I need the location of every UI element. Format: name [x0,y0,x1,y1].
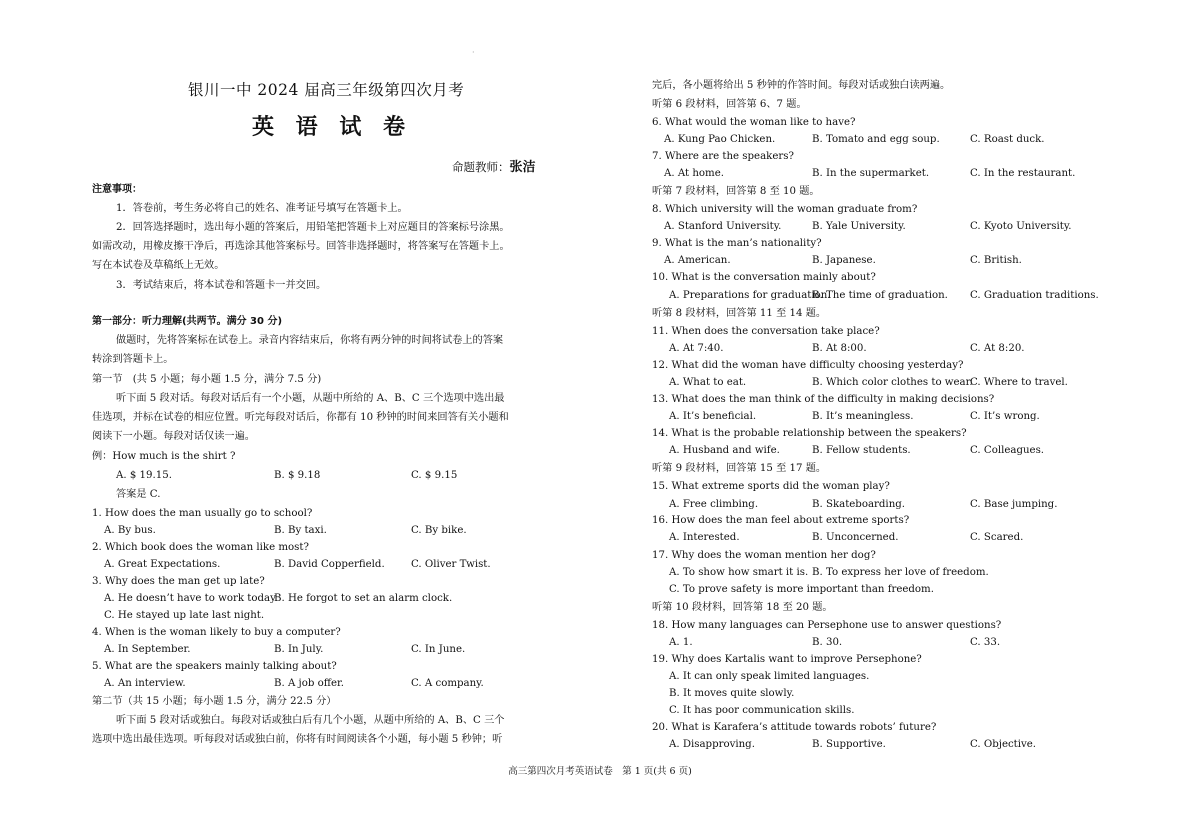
question-10: 10. What is the conversation mainly about? [652,272,876,283]
material-9: 听第 9 段材料，回答第 15 至 17 题。 [652,463,827,474]
q2-option-c: C. Oliver Twist. [411,559,491,570]
q6-option-a: A. Kung Pao Chicken. [664,134,776,145]
question-2: 2. Which book does the woman like most? [92,542,309,553]
q20-option-c: C. Objective. [970,739,1037,750]
q4-option-c: C. In June. [411,644,466,655]
question-16: 16. How does the man feel about extreme sports? [652,515,910,526]
example-question: 例：How much is the shirt ? [92,451,236,462]
question-13: 13. What does the man think of the difficulty in making decisions? [652,394,995,405]
q1-option-a: A. By bus. [104,525,156,536]
q10-option-b: B. The time of graduation. [812,290,948,301]
section1-heading: 第一节 (共 5 小题；每小题 1.5 分，满分 7.5 分) [92,374,322,385]
q20-option-b: B. Supportive. [812,739,886,750]
q9-option-c: C. British. [970,255,1022,266]
material-7: 听第 7 段材料，回答第 8 至 10 题。 [652,186,820,197]
author-line [452,156,536,175]
q18-option-b: B. 30. [812,637,843,648]
question-3: 3. Why does the man get up late? [92,576,265,587]
q3-option-b: B. He forgot to set an alarm clock. [274,593,453,604]
material-8: 听第 8 段材料，回答第 11 至 14 题。 [652,308,827,319]
q14-option-a: A. Husband and wife. [669,445,780,456]
question-12: 12. What did the woman have difficulty choosing yesterday? [652,360,964,371]
author-label: 命题教师： [452,160,510,174]
section1-instr-3: 阅读下一小题。每段对话仅读一遍。 [92,431,255,442]
q8-option-a: A. Stanford University. [664,221,782,232]
question-1: 1. How does the man usually go to school? [92,508,313,519]
q16-option-b: B. Unconcerned. [812,532,899,543]
section1-instr-1: 听下面 5 段对话。每段对话后有一个小题，从题中所给的 A、B、C 三个选项中选出最 [116,393,505,404]
q6-option-b: B. Tomato and egg soup. [812,134,940,145]
question-6: 6. What would the woman like to have? [652,117,856,128]
q18-option-a: A. 1. [669,637,693,648]
notice-line-1: 1．答卷前，考生务必将自己的姓名、准考证号填写在答题卡上。 [116,203,408,214]
author-name: 张洁 [509,160,536,175]
q8-option-c: C. Kyoto University. [970,221,1072,232]
q13-option-b: B. It’s meaningless. [812,411,914,422]
q5-option-a: A. An interview. [104,678,186,689]
part1-intro-2: 转涂到答题卡上。 [92,354,174,365]
section2-instr-2: 选项中选出最佳选项。听每段对话或独白前，你将有时间阅读各个小题，每小题 5 秒钟；听 [92,734,503,745]
q12-option-b: B. Which color clothes to wear. [812,377,973,388]
question-9: 9. What is the man’s nationality? [652,238,822,249]
part1-intro-1: 做题时，先将答案标在试卷上。录音内容结束后，你将有两分钟的时间将试卷上的答案 [116,335,504,346]
question-8: 8. Which university will the woman graduate from? [652,204,918,215]
q14-option-b: B. Fellow students. [812,445,911,456]
q4-option-b: B. In July. [274,644,324,655]
q3-option-a: A. He doesn’t have to work today. [104,593,278,604]
q16-option-c: C. Scared. [970,532,1024,543]
q16-option-a: A. Interested. [669,532,740,543]
q14-option-c: C. Colleagues. [970,445,1045,456]
q15-option-a: A. Free climbing. [669,499,759,510]
q5-option-b: B. A job offer. [274,678,344,689]
part1-heading: 第一部分：听力理解(共两节。满分 30 分) [92,316,283,327]
q10-option-c: C. Graduation traditions. [970,290,1099,301]
question-15: 15. What extreme sports did the woman play? [652,481,890,492]
q19-option-b: B. It moves quite slowly. [669,688,795,699]
q9-option-b: B. Japanese. [812,255,876,266]
q19-option-a: A. It can only speak limited languages. [669,671,870,682]
q11-option-a: A. At 7:40. [669,343,724,354]
q17-option-b: B. To express her love of freedom. [812,567,989,578]
school-exam-title: 银川一中 2024 届高三年级第四次月考 [188,81,465,99]
q13-option-a: A. It’s beneficial. [669,411,757,422]
subject-title: 英 语 试 卷 [252,115,412,140]
notice-heading: 注意事项： [92,184,142,195]
q19-option-c: C. It has poor communication skills. [669,705,855,716]
q18-option-c: C. 33. [970,637,1001,648]
question-17: 17. Why does the woman mention her dog? [652,550,876,561]
q9-option-a: A. American. [664,255,731,266]
q11-option-b: B. At 8:00. [812,343,867,354]
q3-option-c: C. He stayed up late last night. [104,610,265,621]
q4-option-a: A. In September. [104,644,191,655]
example-option-c: C. $ 9.15 [411,470,458,481]
section2-instr-3: 完后，各小题将给出 5 秒钟的作答时间。每段对话或独白读两遍。 [652,80,951,91]
notice-line-2: 2．回答选择题时，选出每小题的答案后，用铅笔把答题卡上对应题目的答案标号涂黑。 [116,222,510,233]
q12-option-c: C. Where to travel. [970,377,1068,388]
q6-option-c: C. Roast duck. [970,134,1045,145]
q12-option-a: A. What to eat. [669,377,747,388]
section2-instr-1: 听下面 5 段对话或独白。每段对话或独白后有几个小题，从题中所给的 A、B、C 三个 [116,715,505,726]
example-option-a: A. $ 19.15. [116,470,172,481]
section2-heading: 第二节（共 15 小题；每小题 1.5 分，满分 22.5 分） [92,696,337,707]
q1-option-c: C. By bike. [411,525,467,536]
scan-dot: · [472,48,475,57]
q1-option-b: B. By taxi. [274,525,327,536]
material-10: 听第 10 段材料，回答第 18 至 20 题。 [652,602,833,613]
question-5: 5. What are the speakers mainly talking about? [92,661,337,672]
q15-option-c: C. Base jumping. [970,499,1058,510]
q17-option-a: A. To show how smart it is. [669,567,809,578]
question-4: 4. When is the woman likely to buy a computer? [92,627,341,638]
question-18: 18. How many languages can Persephone use to answer questions? [652,620,1002,631]
q20-option-a: A. Disapproving. [669,739,755,750]
question-20: 20. What is Karafera’s attitude towards robots’ future? [652,722,937,733]
question-7: 7. Where are the speakers? [652,151,794,162]
q15-option-b: B. Skateboarding. [812,499,906,510]
notice-line-4: 写在本试卷及草稿纸上无效。 [92,260,225,271]
example-option-b: B. $ 9.18 [274,470,321,481]
q2-option-b: B. David Copperfield. [274,559,385,570]
q11-option-c: C. At 8:20. [970,343,1025,354]
q10-option-a: A. Preparations for graduation. [669,290,831,301]
notice-line-5: 3．考试结束后，将本试卷和答题卡一并交回。 [116,280,327,291]
q13-option-c: C. It’s wrong. [970,411,1040,422]
page-footer: 高三第四次月考英语试卷 第 1 页(共 6 页) [508,766,692,777]
q5-option-c: C. A company. [411,678,484,689]
q7-option-c: C. In the restaurant. [970,168,1076,179]
question-11: 11. When does the conversation take place? [652,326,880,337]
section1-instr-2: 佳选项，并标在试卷的相应位置。听完每段对话后，你都有 10 秒钟的时间来回答有关小题和 [92,412,509,423]
question-14: 14. What is the probable relationship between the speakers? [652,428,967,439]
q7-option-a: A. At home. [664,168,724,179]
q8-option-b: B. Yale University. [812,221,906,232]
q17-option-c: C. To prove safety is more important than freedom. [669,584,934,595]
question-19: 19. Why does Kartalis want to improve Persephone? [652,654,922,665]
q7-option-b: B. In the supermarket. [812,168,930,179]
notice-line-3: 如需改动，用橡皮擦干净后，再选涂其他答案标号。回答非选择题时，将答案写在答题卡上。 [92,241,510,252]
material-6: 听第 6 段材料，回答第 6、7 题。 [652,99,807,110]
example-answer: 答案是 C. [116,489,161,500]
q2-option-a: A. Great Expectations. [104,559,221,570]
